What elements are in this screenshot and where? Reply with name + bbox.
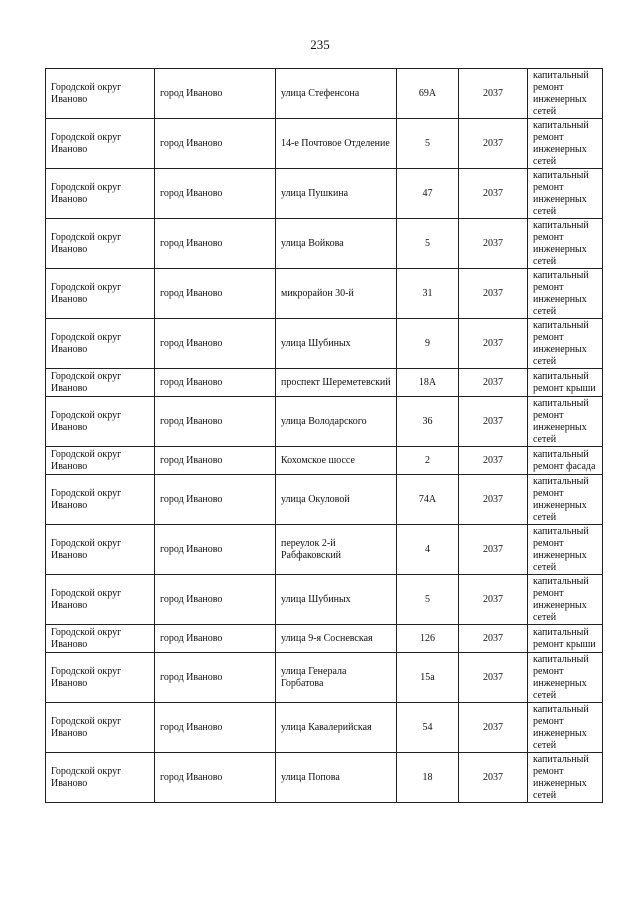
district-cell: Городской округ Иваново	[46, 219, 155, 269]
street-cell: улица Володарского	[276, 397, 397, 447]
table-row	[46, 475, 603, 525]
city-cell: город Иваново	[155, 525, 276, 575]
street-cell: микрорайон 30-й	[276, 269, 397, 319]
street-cell: улица Пушкина	[276, 169, 397, 219]
city-cell: город Иваново	[155, 169, 276, 219]
table-row	[46, 119, 603, 169]
work-type-cell: капитальный ремонт инженерных сетей	[528, 475, 603, 525]
street-cell: переулок 2-й Рабфаковский	[276, 525, 397, 575]
table-row	[46, 447, 603, 475]
work-type-cell: капитальный ремонт инженерных сетей	[528, 319, 603, 369]
repair-schedule-table	[45, 68, 603, 803]
street-cell: 14-е Почтовое Отделение	[276, 119, 397, 169]
work-type-cell: капитальный ремонт инженерных сетей	[528, 169, 603, 219]
city-cell: город Иваново	[155, 703, 276, 753]
table-row	[46, 753, 603, 803]
city-cell: город Иваново	[155, 625, 276, 653]
work-type-cell: капитальный ремонт крыши	[528, 369, 603, 397]
district-cell: Городской округ Иваново	[46, 525, 155, 575]
city-cell: город Иваново	[155, 119, 276, 169]
district-cell: Городской округ Иваново	[46, 269, 155, 319]
table-row	[46, 653, 603, 703]
table-row	[46, 397, 603, 447]
house-cell: 126	[397, 625, 459, 653]
street-cell: улица Шубиных	[276, 319, 397, 369]
year-cell: 2037	[459, 169, 528, 219]
street-cell: улица Шубиных	[276, 575, 397, 625]
street-cell: улица Стефенсона	[276, 69, 397, 119]
year-cell: 2037	[459, 703, 528, 753]
city-cell: город Иваново	[155, 475, 276, 525]
district-cell: Городской округ Иваново	[46, 653, 155, 703]
table-row	[46, 169, 603, 219]
district-cell: Городской округ Иваново	[46, 703, 155, 753]
street-cell: улица Попова	[276, 753, 397, 803]
work-type-cell: капитальный ремонт инженерных сетей	[528, 119, 603, 169]
year-cell: 2037	[459, 475, 528, 525]
work-type-cell: капитальный ремонт инженерных сетей	[528, 269, 603, 319]
city-cell: город Иваново	[155, 69, 276, 119]
house-cell: 5	[397, 575, 459, 625]
city-cell: город Иваново	[155, 369, 276, 397]
street-cell: улица Генерала Горбатова	[276, 653, 397, 703]
district-cell: Городской округ Иваново	[46, 369, 155, 397]
district-cell: Городской округ Иваново	[46, 475, 155, 525]
table-row	[46, 269, 603, 319]
year-cell: 2037	[459, 319, 528, 369]
table-row	[46, 625, 603, 653]
district-cell: Городской округ Иваново	[46, 319, 155, 369]
house-cell: 5	[397, 119, 459, 169]
city-cell: город Иваново	[155, 319, 276, 369]
street-cell: улица Окуловой	[276, 475, 397, 525]
work-type-cell: капитальный ремонт крыши	[528, 625, 603, 653]
work-type-cell: капитальный ремонт инженерных сетей	[528, 525, 603, 575]
year-cell: 2037	[459, 69, 528, 119]
house-cell: 74А	[397, 475, 459, 525]
table-row	[46, 575, 603, 625]
district-cell: Городской округ Иваново	[46, 397, 155, 447]
district-cell: Городской округ Иваново	[46, 625, 155, 653]
work-type-cell: капитальный ремонт фасада	[528, 447, 603, 475]
work-type-cell: капитальный ремонт инженерных сетей	[528, 703, 603, 753]
year-cell: 2037	[459, 447, 528, 475]
district-cell: Городской округ Иваново	[46, 169, 155, 219]
work-type-cell: капитальный ремонт инженерных сетей	[528, 397, 603, 447]
year-cell: 2037	[459, 575, 528, 625]
house-cell: 18	[397, 753, 459, 803]
house-cell: 5	[397, 219, 459, 269]
work-type-cell: капитальный ремонт инженерных сетей	[528, 69, 603, 119]
house-cell: 36	[397, 397, 459, 447]
year-cell: 2037	[459, 653, 528, 703]
table-row	[46, 219, 603, 269]
city-cell: город Иваново	[155, 397, 276, 447]
district-cell: Городской округ Иваново	[46, 753, 155, 803]
page-number: 235	[310, 37, 330, 52]
work-type-cell: капитальный ремонт инженерных сетей	[528, 753, 603, 803]
city-cell: город Иваново	[155, 219, 276, 269]
year-cell: 2037	[459, 269, 528, 319]
house-cell: 18А	[397, 369, 459, 397]
year-cell: 2037	[459, 753, 528, 803]
city-cell: город Иваново	[155, 269, 276, 319]
work-type-cell: капитальный ремонт инженерных сетей	[528, 653, 603, 703]
table-row	[46, 703, 603, 753]
table-row	[46, 369, 603, 397]
district-cell: Городской округ Иваново	[46, 575, 155, 625]
city-cell: город Иваново	[155, 653, 276, 703]
city-cell: город Иваново	[155, 753, 276, 803]
table-row	[46, 525, 603, 575]
street-cell: улица 9-я Сосневская	[276, 625, 397, 653]
street-cell: улица Кавалерийская	[276, 703, 397, 753]
table-body	[46, 69, 603, 803]
city-cell: город Иваново	[155, 447, 276, 475]
street-cell: Кохомское шоссе	[276, 447, 397, 475]
table-row	[46, 319, 603, 369]
table-row	[46, 69, 603, 119]
work-type-cell: капитальный ремонт инженерных сетей	[528, 219, 603, 269]
year-cell: 2037	[459, 119, 528, 169]
house-cell: 4	[397, 525, 459, 575]
district-cell: Городской округ Иваново	[46, 119, 155, 169]
year-cell: 2037	[459, 525, 528, 575]
house-cell: 54	[397, 703, 459, 753]
year-cell: 2037	[459, 625, 528, 653]
year-cell: 2037	[459, 219, 528, 269]
house-cell: 15а	[397, 653, 459, 703]
city-cell: город Иваново	[155, 575, 276, 625]
house-cell: 69А	[397, 69, 459, 119]
house-cell: 31	[397, 269, 459, 319]
street-cell: проспект Шереметевский	[276, 369, 397, 397]
house-cell: 47	[397, 169, 459, 219]
street-cell: улица Войкова	[276, 219, 397, 269]
house-cell: 2	[397, 447, 459, 475]
year-cell: 2037	[459, 369, 528, 397]
work-type-cell: капитальный ремонт инженерных сетей	[528, 575, 603, 625]
house-cell: 9	[397, 319, 459, 369]
district-cell: Городской округ Иваново	[46, 447, 155, 475]
year-cell: 2037	[459, 397, 528, 447]
district-cell: Городской округ Иваново	[46, 69, 155, 119]
